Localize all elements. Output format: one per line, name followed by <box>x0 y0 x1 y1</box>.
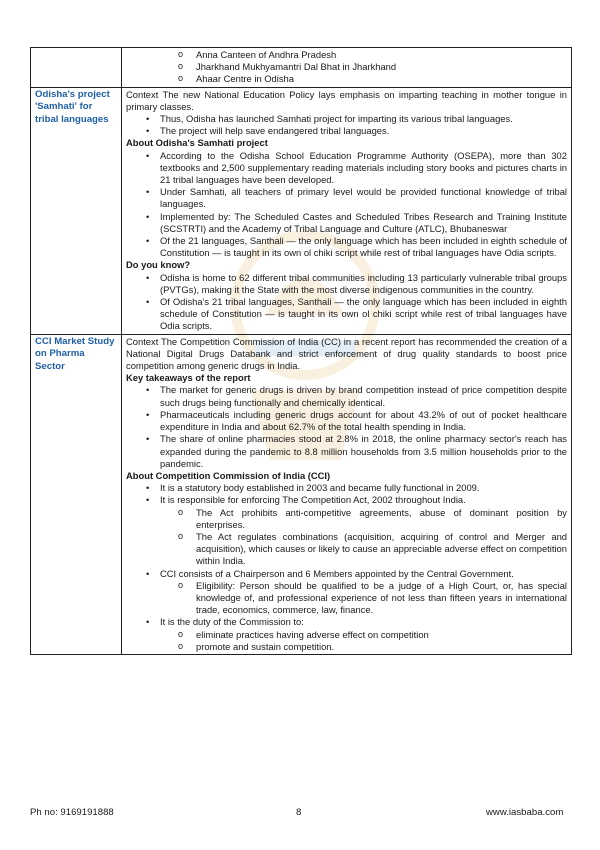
sub-bullet-item: o Ahaar Centre in Odisha <box>126 73 567 85</box>
bullet-item: • Pharmaceuticals including generic drugs account for about 43.2% of out of pocket healthcare expenditure in India and about 62.7% of the total health spending in India. <box>126 409 567 433</box>
topic-label: CCI Market Study on Pharma Sector <box>31 334 122 654</box>
sub-bullet-item: o Eligibility: Person should be qualified to be a judge of a High Court, or, has special knowledge of, and professional experience of not less than fifteen years in international trade, economics, commerce, law, finance. <box>126 580 567 617</box>
bullet-item: • It is responsible for enforcing The Competition Act, 2002 throughout India. <box>126 494 567 506</box>
context-paragraph: Context The Competition Commission of India (CC) in a recent report has recommended the creation of a National Digital Drugs Databank and strict enforcement of drug quality standards to boost price competition among generic drugs in India. <box>126 335 567 372</box>
bullet-list <box>126 113 567 137</box>
bullet-item: • The project will help save endangered tribal languages. <box>126 125 567 137</box>
bullet-item: • It is a statutory body established in 2003 and became fully functional in 2009. <box>126 482 567 494</box>
bullet-item: • Of Odisha's 21 tribal languages, Santhali — the only language which has been included in eighth schedule of Constitution — is taught in its own ol chiki script while rest of tribal languages have Odia scripts. <box>126 296 567 333</box>
table-row <box>31 87 572 334</box>
bullet-list <box>126 482 567 653</box>
context-paragraph: Context The new National Education Policy lays emphasis on imparting teaching in mother tongue in primary classes. <box>126 88 567 112</box>
content-table <box>30 47 572 655</box>
table-row <box>31 334 572 654</box>
topic-label: Odisha's project 'Samhati' for tribal languages <box>31 87 122 334</box>
bullet-item: • Thus, Odisha has launched Samhati project for imparting its various tribal languages. <box>126 113 567 125</box>
bullet-list <box>126 49 567 86</box>
topic-content <box>122 334 572 654</box>
sub-bullet-item: o The Act regulates combinations (acquisition, acquiring of control and Merger and acquisition), which causes or likely to cause an appreciable adverse effect on competition within India. <box>126 531 567 568</box>
bullet-item: • Odisha is home to 62 different tribal communities including 13 particularly vulnerable tribal groups (PVTGs), making it the State with the most diverse indigenous communities in the country. <box>126 272 567 296</box>
sub-bullet-item: o Anna Canteen of Andhra Pradesh <box>126 49 567 61</box>
topic-content <box>122 87 572 334</box>
page-number: 8 <box>296 807 302 818</box>
footer-phone: Ph no: 9169191888 <box>30 807 114 818</box>
footer-website[interactable]: www.iasbaba.com <box>486 807 564 818</box>
bullet-item: • The market for generic drugs is driven by brand competition instead of price competition despite such drugs being functionally and chemically identical. <box>126 384 567 408</box>
topic-label <box>31 48 122 88</box>
sub-bullet-item: o promote and sustain competition. <box>126 641 567 653</box>
section-heading: About Odisha's Samhati project <box>126 137 268 149</box>
table-row <box>31 48 572 88</box>
bullet-list <box>126 384 567 469</box>
sub-bullet-item: o eliminate practices having adverse effect on competition <box>126 629 567 641</box>
bullet-list <box>126 150 567 260</box>
section-heading: Do you know? <box>126 259 191 271</box>
section-heading: Key takeaways of the report <box>126 372 251 384</box>
bullet-item: • Of the 21 languages, Santhali — the only language which has been included in eighth schedule of Constitution — is taught in its own ol chiki script while rest of tribal languages have Odia scripts. <box>126 235 567 259</box>
bullet-item: • Under Samhati, all teachers of primary level would be provided functional knowledge of tribal languages. <box>126 186 567 210</box>
bullet-list <box>126 272 567 333</box>
sub-bullet-item: o Jharkhand Mukhyamantri Dal Bhat in Jharkhand <box>126 61 567 73</box>
bullet-item: • According to the Odisha School Education Programme Authority (OSEPA), more than 302 textbooks and 2,500 supplementary reading materials including story books and pictures charts in 21 tribal languages have been developed. <box>126 150 567 187</box>
bullet-item: • CCI consists of a Chairperson and 6 Members appointed by the Central Government. <box>126 568 567 580</box>
bullet-item: • It is the duty of the Commission to: <box>126 616 567 628</box>
topic-content <box>122 48 572 88</box>
bullet-item: • Implemented by: The Scheduled Castes and Scheduled Tribes Research and Training Institute (SCSTRTI) and the Academy of Tribal Language and Culture (ATLC), Bhubaneswar <box>126 211 567 235</box>
sub-bullet-item: o The Act prohibits anti-competitive agreements, abuse of dominant position by enterprises. <box>126 507 567 531</box>
section-heading: About Competition Commission of India (CCI) <box>126 469 331 481</box>
bullet-item: • The share of online pharmacies stood at 2.8% in 2018, the online pharmacy sector's reach has expanded during the pandemic to 8.8 million households from 3.5 million households prior to the pandemic. <box>126 433 567 470</box>
